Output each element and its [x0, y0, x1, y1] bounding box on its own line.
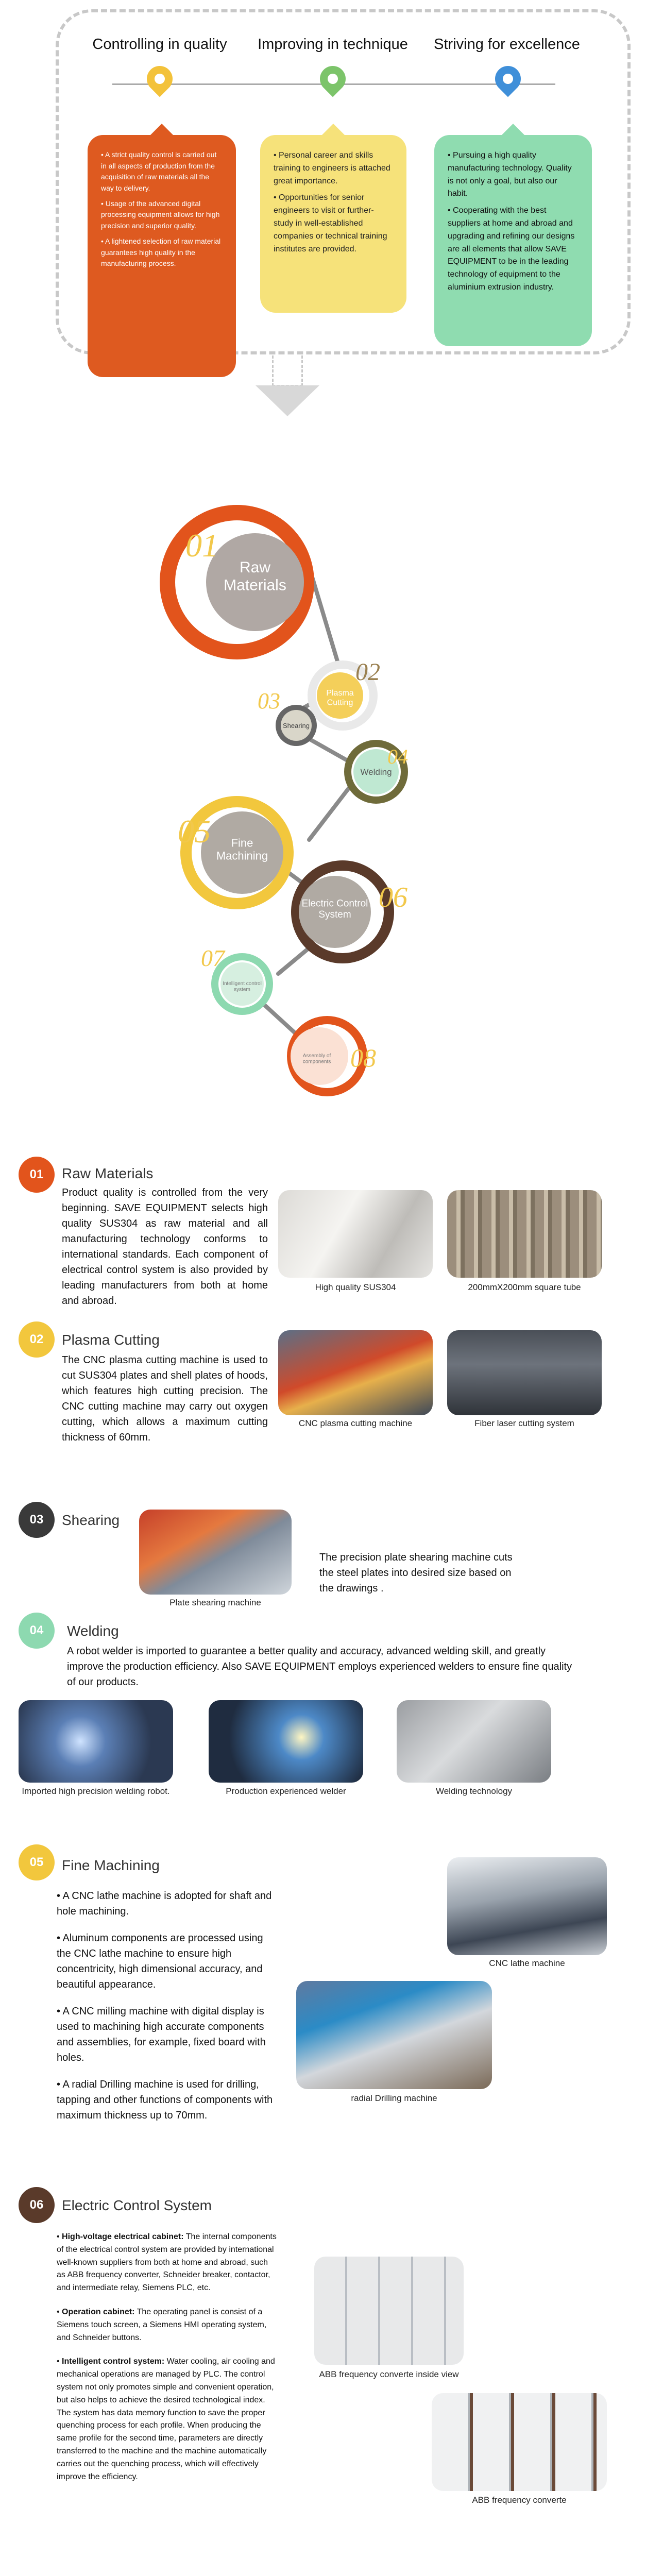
down-arrow-head-icon: [256, 385, 319, 416]
fiber-laser-photo: [447, 1330, 602, 1415]
abb-inside-photo: [314, 2257, 464, 2365]
process-node-electric-control: [291, 860, 407, 963]
step-badge-06: 06: [19, 2187, 55, 2223]
step-title-shearing: Shearing: [62, 1512, 120, 1528]
quality-point: • A strict quality control is carried out in all aspects of production from the acquisition of raw materials all the way to delivery.: [101, 149, 223, 194]
sus304-photo: [278, 1190, 433, 1278]
photo-caption: ABB frequency converte inside view: [319, 2369, 459, 2379]
item-heading: High-voltage electrical cabinet:: [62, 2232, 184, 2241]
technique-card: [260, 135, 406, 313]
welding-text: A robot welder is imported to guarantee a better quality and accuracy, advanced welding skill, and greatly improve the production efficiency. Also SAVE EQUIPMENT employs experienced welders to ensure fine quality of our products.: [67, 1646, 572, 1688]
abb-converter-photo: [432, 2393, 607, 2491]
process-label: Fine Machining: [216, 836, 268, 862]
principle-title-technique: Improving in technique: [258, 36, 408, 53]
step-title-electric-control: Electric Control System: [62, 2197, 212, 2213]
process-number: 01: [185, 527, 218, 564]
process-number: 02: [355, 658, 380, 686]
step-title-welding: Welding: [67, 1623, 119, 1639]
photo-caption: ABB frequency converte: [472, 2495, 567, 2505]
machining-bullet: Aluminum components are processed using the CNC lathe machine to ensure high concentricity, high dimensional accuracy, and beautiful appearance.: [57, 1933, 263, 1990]
process-number: 05: [178, 813, 211, 850]
raw-materials-text: Product quality is controlled from the very beginning. SAVE EQUIPMENT selects high quality SUS304 as raw material and all manufacturing technology conforms to international standards. Each component of electrical control system is also provided by leading manufacturers from both at home and abroad.: [62, 1187, 268, 1307]
step-badge-04: 04: [19, 1613, 55, 1649]
process-label: Electric Control System: [301, 898, 368, 921]
photo-caption: Welding technology: [435, 1786, 513, 1796]
cnc-plasma-photo: [278, 1330, 433, 1415]
process-number: 07: [201, 945, 225, 971]
step-title-fine-machining: Fine Machining: [62, 1857, 160, 1873]
quality-card: [88, 135, 236, 377]
step-badge-01: 01: [19, 1157, 55, 1193]
radial-drilling-photo: [296, 1981, 492, 2089]
process-diagram: [0, 479, 663, 1170]
electric-control-text: • High-voltage electrical cabinet: The internal components of the electrical control system are provided by international well-known suppliers from both at home and abroad, such as ABB frequency converter, Schneider breaker, contactor, and intermediate relay, Siemens PLC, etc. • Operation cabinet: The operating panel is consist of a Siemens touch screen, a Siemens HMI operating system, and Schneider buttons. • Intelligent control system: Water cooling, air cooling and mechanical operations are managed by PLC. The control system not only promotes simple and convenient operation, but also helps to achieve the desired technological index. The system has data memory function to save the proper quenching process for each profile. When producing the same profile for the second time, parameters are directly transferred to the machine and the machine automatically carries out the quenching process, which will effectively improve the efficiency.: [57, 2232, 277, 2481]
welding-technology-photo: [397, 1700, 551, 1783]
step-badge-05: 05: [19, 1844, 55, 1880]
excellence-card: [434, 135, 592, 346]
photo-caption: Imported high precision welding robot.: [22, 1786, 170, 1796]
process-node-welding: [344, 740, 408, 804]
down-arrow-icon: [272, 355, 303, 386]
technique-point: • Personal career and skills training to engineers is attached great importance.: [274, 149, 393, 188]
process-node-raw-materials: [160, 505, 314, 659]
welder-photo: [209, 1700, 363, 1783]
welding-robot-photo: [19, 1700, 173, 1783]
step-title-plasma-cutting: Plasma Cutting: [62, 1332, 160, 1348]
process-label: Intelligent control system: [223, 981, 262, 993]
excellence-point: • Pursuing a high quality manufacturing technology. Quality is not only a goal, but also our habit.: [448, 149, 579, 200]
process-label: Raw Materials: [224, 559, 286, 594]
process-label: Plasma Cutting: [326, 689, 354, 707]
process-node-assembly: [287, 1016, 376, 1096]
principle-title-quality: Controlling in quality: [92, 36, 227, 53]
process-node-plasma-cutting: [308, 658, 380, 731]
photo-caption: 200mmX200mm square tube: [468, 1282, 581, 1292]
plasma-cutting-text: The CNC plasma cutting machine is used to cut SUS304 plates and shell plates of hoods, which features high cutting precision. The CNC cutting machine may carry out oxygen cutting, which allows a maximum cutting thickness of 60mm.: [62, 1354, 268, 1443]
step-title-raw-materials: Raw Materials: [62, 1165, 154, 1181]
photo-caption: Plate shearing machine: [169, 1598, 261, 1607]
photo-caption: Production experienced welder: [226, 1786, 346, 1796]
photo-caption: CNC plasma cutting machine: [298, 1418, 413, 1428]
process-label: Welding: [360, 767, 392, 777]
item-heading: Intelligent control system:: [62, 2357, 165, 2366]
principle-title-excellence: Striving for excellence: [434, 36, 580, 53]
machining-bullet: A CNC lathe machine is adopted for shaft and hole machining.: [57, 1890, 272, 1917]
process-label: Shearing: [282, 722, 310, 730]
machining-bullet: A radial Drilling machine is used for drilling, tapping and other functions of components with maximum thickness up to 70mm.: [57, 2079, 273, 2121]
step-badge-03: 03: [19, 1502, 55, 1538]
item-body: The internal components of the electrical control system are provided by international well-known suppliers from both at home and abroad, such as ABB frequency converter, Schneider breaker, contactor, and intermediate relay, Siemens PLC, etc.: [57, 2232, 277, 2293]
process-number: 04: [387, 745, 408, 768]
shearing-text: The precision plate shearing machine cuts the steel plates into desired size based on the drawings .: [319, 1552, 513, 1594]
process-number: 03: [258, 688, 280, 714]
square-tube-photo: [447, 1190, 602, 1278]
excellence-point: • Cooperating with the best suppliers at home and abroad and upgrading and refining our designs are all elements that allow SAVE EQUIPMENT to be in the leading technology of equipment to the aluminium extrusion industry.: [448, 205, 579, 294]
cnc-lathe-photo: [447, 1857, 607, 1955]
item-heading: Operation cabinet:: [62, 2307, 135, 2316]
item-body: The operating panel is consist of a Siemens touch screen, a Siemens HMI operating system, and Schneider buttons.: [57, 2307, 267, 2342]
process-number: 08: [350, 1043, 376, 1072]
process-label: Assembly of components: [302, 1053, 331, 1065]
photo-caption: radial Drilling machine: [351, 2093, 437, 2103]
process-node-fine-machining: [178, 796, 294, 909]
photo-caption: Fiber laser cutting system: [474, 1418, 574, 1428]
process-number: 06: [379, 882, 407, 913]
item-body: Water cooling, air cooling and mechanical operations are managed by PLC. The control system not only promotes simple and convenient operation, but also helps to achieve the desired technological index. The system has data memory function to save the proper quenching process for each profile. When producing the same profile for the second time, parameters are directly transferred to the machine and the machine automatically carries out the quenching process, which will effectively improve the efficiency.: [57, 2357, 275, 2481]
machining-bullet: A CNC milling machine with digital display is used to machining high accurate components and assemblies, for example, fixed board with holes.: [57, 2006, 266, 2063]
step-badge-02: 02: [19, 1321, 55, 1358]
process-node-intelligent-control: [201, 945, 273, 1015]
quality-point: • Usage of the advanced digital processing equipment allows for high precision and superior quality.: [101, 198, 223, 232]
fine-machining-bullets: • A CNC lathe machine is adopted for shaft and hole machining. • Aluminum components are processed using the CNC lathe machine to ensure high concentricity, high dimensional accuracy, and beautiful appearance. • A CNC milling machine with digital display is used to machining high accurate components and assemblies, for example, fixed board with holes. • A radial Drilling machine is used for drilling, tapping and other functions of components with maximum thickness up to 70mm.: [57, 1890, 273, 2121]
quality-point: • A lightened selection of raw material guarantees high quality in the manufacturing process.: [101, 236, 223, 269]
photo-caption: CNC lathe machine: [489, 1958, 565, 1968]
plate-shearing-photo: [139, 1510, 292, 1595]
technique-point: • Opportunities for senior engineers to visit or further-study in well-established companies or technical training institutes are provided.: [274, 192, 393, 256]
photo-caption: High quality SUS304: [315, 1282, 396, 1292]
